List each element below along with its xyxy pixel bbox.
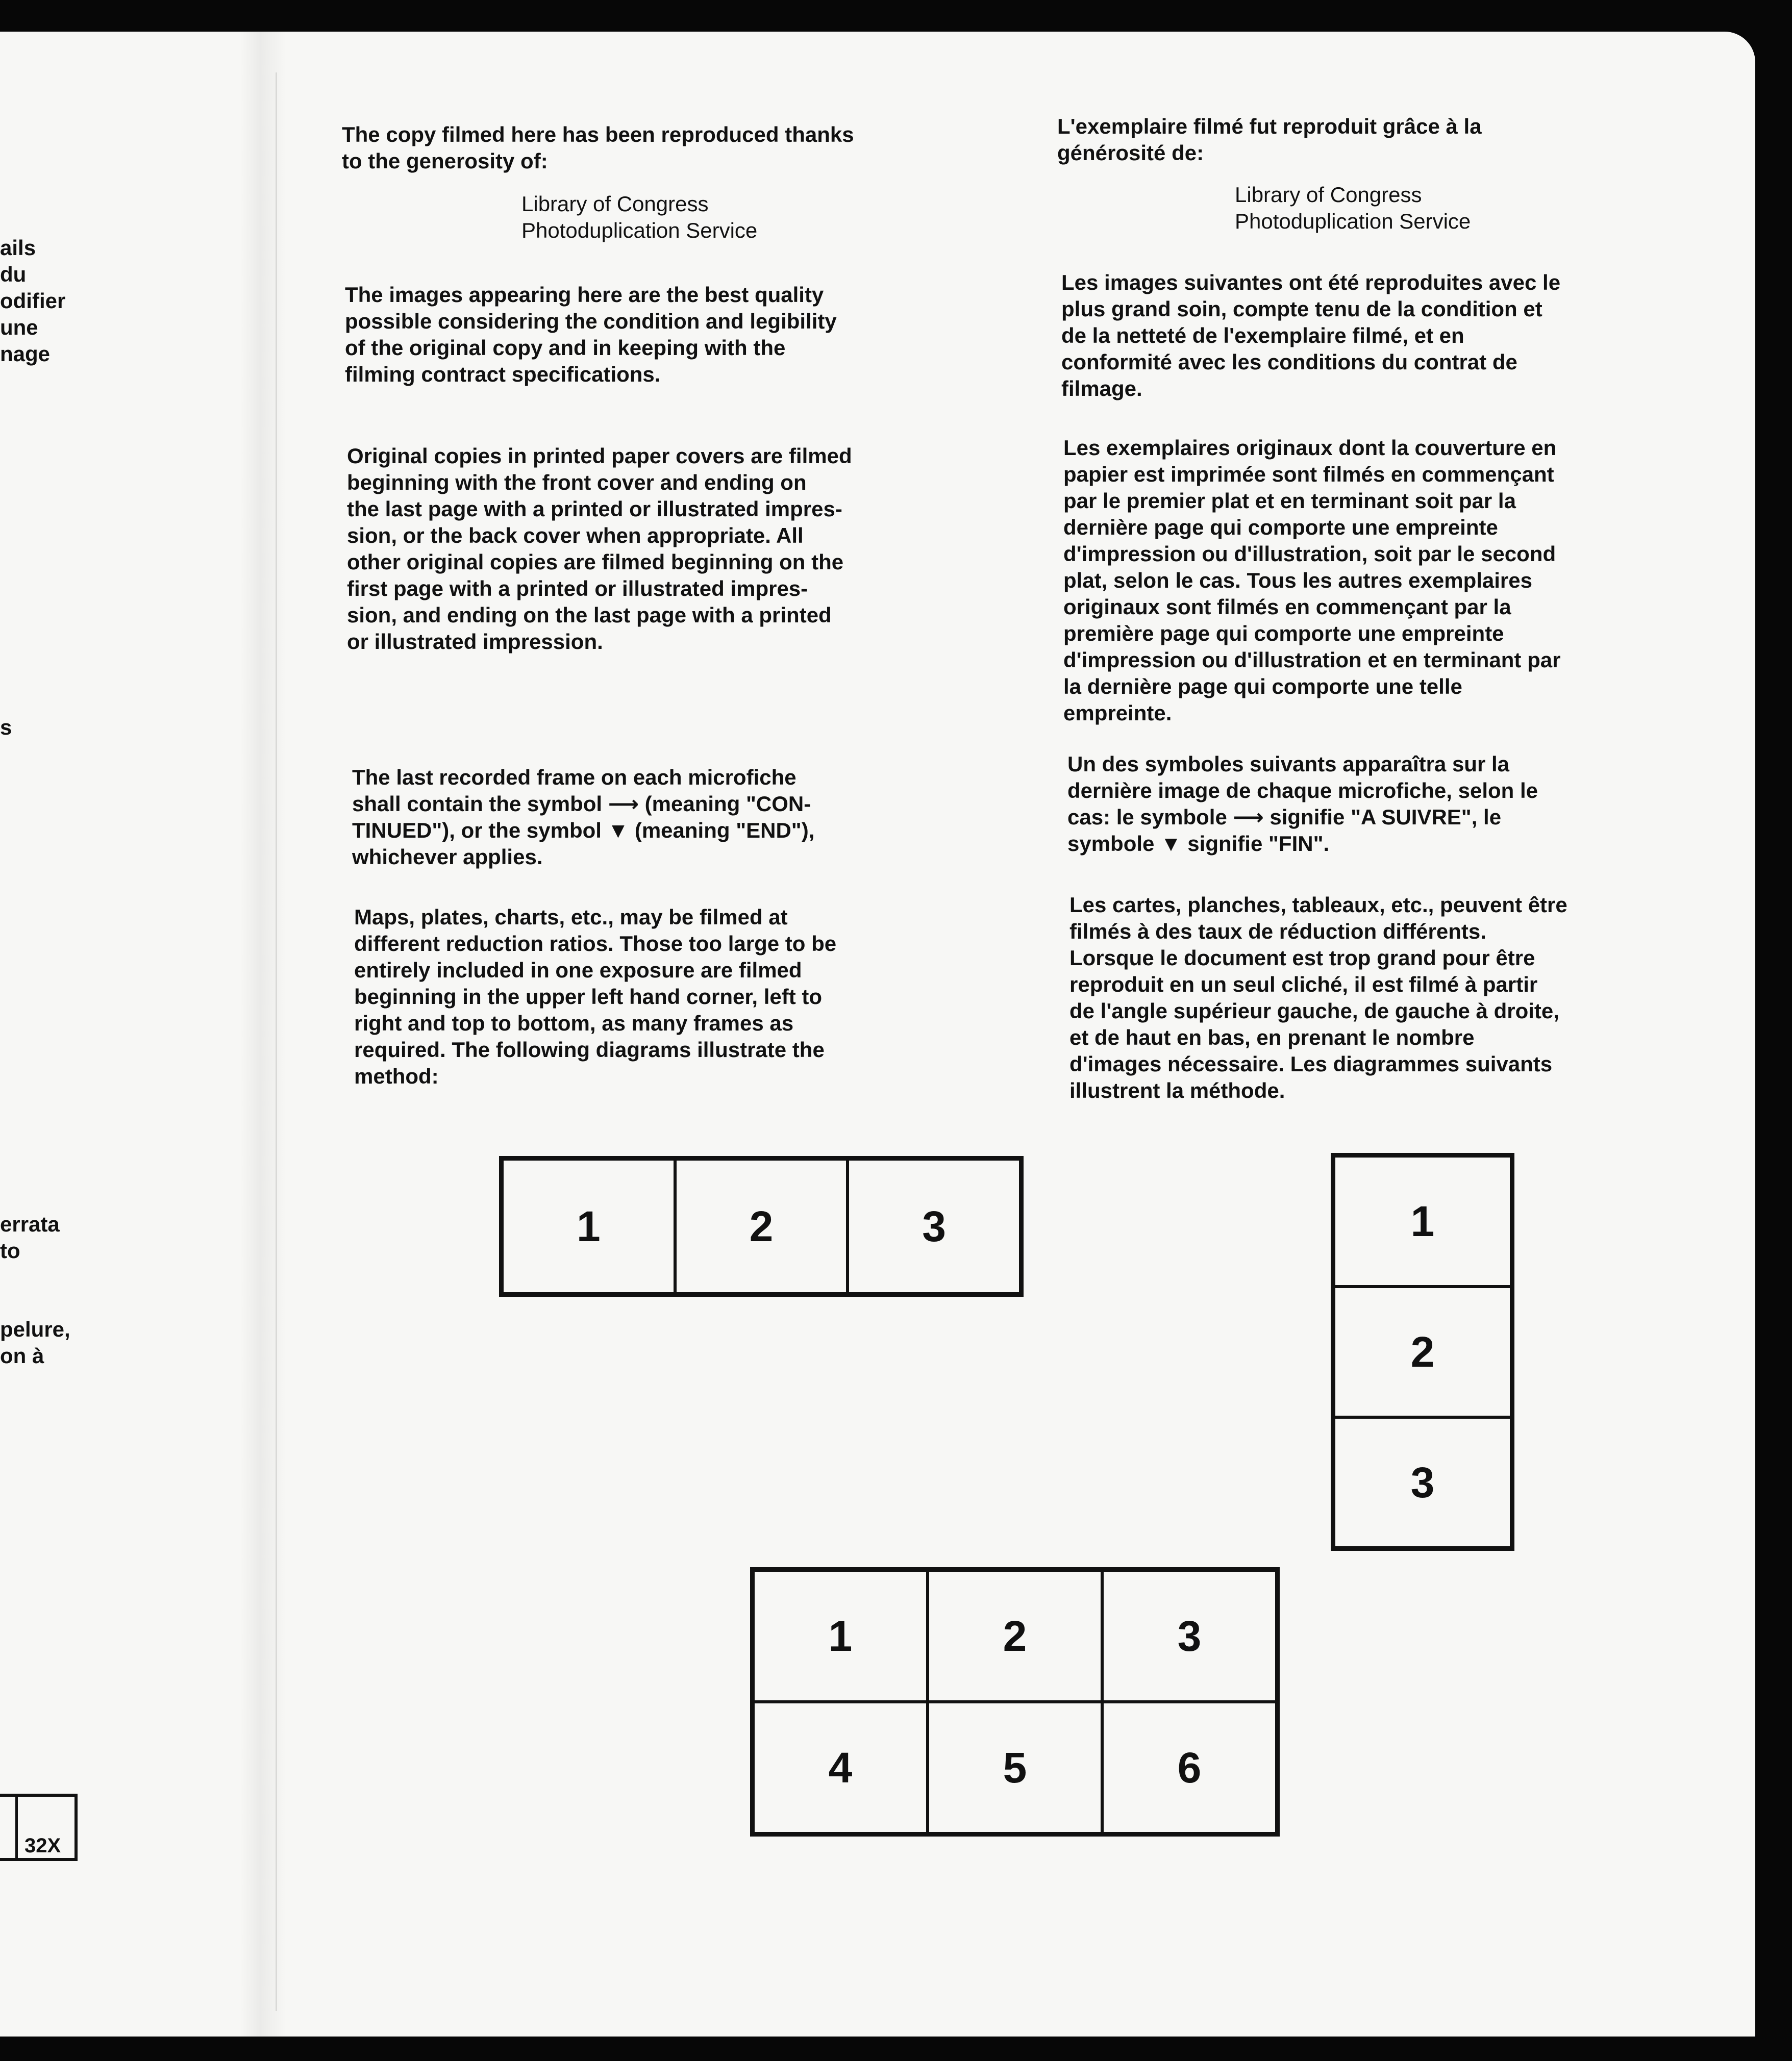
frame-cell: 3 <box>1334 1417 1511 1548</box>
frame-cell: 2 <box>928 1570 1102 1702</box>
french-intro: L'exemplaire filmé fut reproduit grâce à la générosité de: <box>1057 114 1482 165</box>
page-fold-line <box>276 72 277 2011</box>
french-symbol-paragraph: Un des symboles suivants apparaîtra sur la dernière image de chaque microfiche, selon le cas: le symbole ⟶ signifie "A SUIVRE", le symbole ▼ signifie "FIN". <box>1067 752 1538 856</box>
french-filming-order-paragraph: Les exemplaires originaux dont la couverture en papier est imprimée sont filmés en commençant par le premier plat et en terminant soit par la dernière page qui comporte une empreinte d'impression ou d'illustration, soit par le second plat, selon le cas. Tous les autres exemplaires originaux sont filmés en commençant par la première page qui comporte une empreinte d'impression ou d'illustration et en terminant par la dernière page qui comporte une telle empreinte. <box>1063 436 1561 725</box>
margin-fragment: odifier <box>0 289 66 313</box>
margin-fragment: nage <box>0 342 51 366</box>
frame-cell: 2 <box>1334 1287 1511 1417</box>
margin-fragment: pelure, <box>0 1317 70 1341</box>
margin-fragment: ails <box>0 236 36 260</box>
french-quality-paragraph: Les images suivantes ont été reproduites avec le plus grand soin, compte tenu de la condition et de la netteté de l'exemplaire filmé, et en conformité avec les conditions du contrat de filmage. <box>1061 270 1561 400</box>
page-fold-shadow <box>240 32 286 2037</box>
margin-fragment: errata <box>0 1212 60 1236</box>
french-institution: Library of Congress Photoduplication Service <box>1235 183 1471 233</box>
frame-cell: 5 <box>928 1702 1102 1833</box>
english-institution: Library of Congress Photoduplication Service <box>521 192 758 242</box>
frame-cell: 2 <box>675 1159 848 1294</box>
frame-cell: 1 <box>753 1570 928 1702</box>
margin-fragment: une <box>0 315 38 339</box>
english-symbol-paragraph: The last recorded frame on each microfiche shall contain the symbol ⟶ (meaning "CON- TINUED"), or the symbol ▼ (meaning "END"), whichever applies. <box>352 765 815 869</box>
frame-cell: 4 <box>753 1702 928 1833</box>
english-quality-paragraph: The images appearing here are the best quality possible considering the condition and legibility of the original copy and in keeping with the filming contract specifications. <box>345 283 837 386</box>
french-maps-paragraph: Les cartes, planches, tableaux, etc., peuvent être filmés à des taux de réduction différents. Lorsque le document est trop grand pour être reproduit en un seul cliché, il est filmé à partir de l'angle supérieur gauche, de gauche à droite, et de haut en bas, en prenant le nombre d'images nécessaire. Les diagrammes suivants illustrent la méthode. <box>1069 893 1567 1102</box>
frame-cell: 1 <box>502 1159 675 1294</box>
english-maps-paragraph: Maps, plates, charts, etc., may be filmed at different reduction ratios. Those too large to be entirely included in one exposure are filmed beginning in the upper left hand corner, left to right and top to bottom, as many frames as required. The following diagrams illustrate the method: <box>354 905 837 1088</box>
english-intro: The copy filmed here has been reproduced thanks to the generosity of: <box>342 122 854 173</box>
margin-fragment: on à <box>0 1344 44 1368</box>
frame-cell: 6 <box>1102 1702 1277 1833</box>
diagram-column-of-three <box>1331 1153 1514 1551</box>
english-filming-order-paragraph: Original copies in printed paper covers are filmed beginning with the front cover and ending on the last page with a printed or illustrated impres- sion, or the back cover when appropriate. All other original copies are filmed beginning on the first page with a printed or illustrated impres- sion, and ending on the last page with a printed or illustrated impression. <box>347 444 852 654</box>
diagram-grid-two-by-three <box>750 1567 1280 1837</box>
frame-cell: 3 <box>848 1159 1021 1294</box>
frame-cell: 1 <box>1334 1156 1511 1287</box>
margin-fragment: s <box>0 715 12 739</box>
reduction-box-divider <box>15 1797 18 1858</box>
diagram-row-of-three <box>499 1156 1024 1297</box>
reduction-ratio-label: 32X <box>24 1834 61 1857</box>
margin-fragment: du <box>0 262 27 286</box>
margin-fragment: to <box>0 1239 20 1263</box>
frame-cell: 3 <box>1102 1570 1277 1702</box>
